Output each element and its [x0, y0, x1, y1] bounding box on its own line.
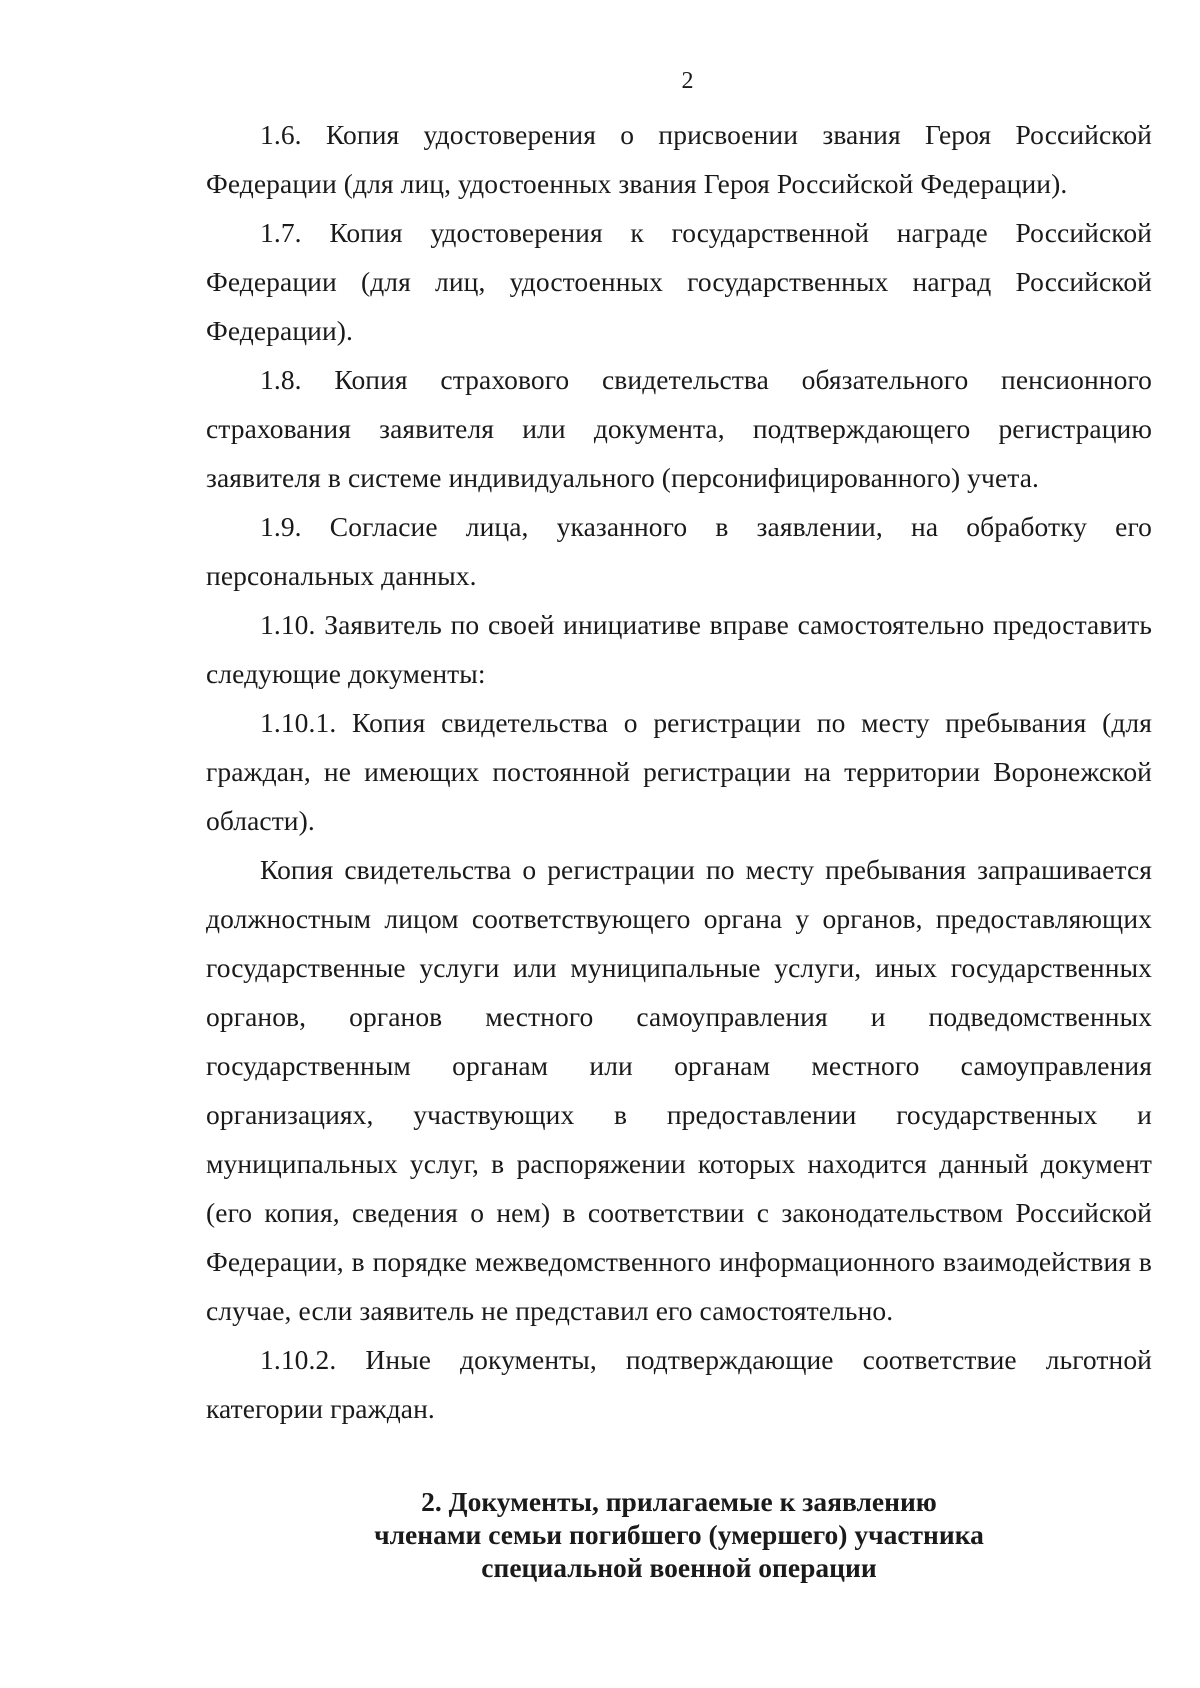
paragraph-1-10-1: 1.10.1. Копия свидетельства о регистрации по месту пребывания (для граждан, не имеющих постоянной регистрации на территории Воронежской области). — [206, 707, 1152, 836]
section-heading — [206, 1485, 1152, 1584]
page-number: 2 — [681, 68, 694, 94]
section-heading-line-1: 2. Документы, прилагаемые к заявлению — [421, 1486, 937, 1517]
section-heading-line-2: членами семьи погибшего (умершего) участника — [374, 1519, 984, 1550]
paragraph-1-6: 1.6. Копия удостоверения о присвоении звания Героя Российской Федерации (для лиц, удостоенных звания Героя Российской Федерации). — [206, 119, 1152, 199]
paragraph-1-9: 1.9. Согласие лица, указанного в заявлении, на обработку его персональных данных. — [206, 511, 1152, 591]
paragraph-1-10-1-note: Копия свидетельства о регистрации по месту пребывания запрашивается должностным лицом соответствующего органа у органов, предоставляющих государственные услуги или муниципальные услуги, иных государственных органов, органов местного самоуправления и подведомственных государственным органам или органам местного самоуправления организациях, участвующих в предоставлении государственных и муниципальных услуг, в распоряжении которых находится данный документ (его копия, сведения о нем) в соответствии с законодательством Российской Федерации, в порядке межведомственного информационного взаимодействия в случае, если заявитель не представил его самостоятельно. — [206, 854, 1152, 1326]
document-body — [206, 110, 1152, 1584]
paragraph-1-7: 1.7. Копия удостоверения к государственной награде Российской Федерации (для лиц, удостоенных государственных наград Российской Федерации). — [206, 217, 1152, 346]
paragraph-1-10: 1.10. Заявитель по своей инициативе вправе самостоятельно предоставить следующие документы: — [206, 609, 1152, 689]
paragraph-1-10-2: 1.10.2. Иные документы, подтверждающие соответствие льготной категории граждан. — [206, 1344, 1152, 1424]
section-heading-line-3: специальной военной операции — [481, 1552, 877, 1583]
paragraph-1-8: 1.8. Копия страхового свидетельства обязательного пенсионного страхования заявителя или документа, подтверждающего регистрацию заявителя в системе индивидуального (персонифицированного) учета. — [206, 364, 1152, 493]
